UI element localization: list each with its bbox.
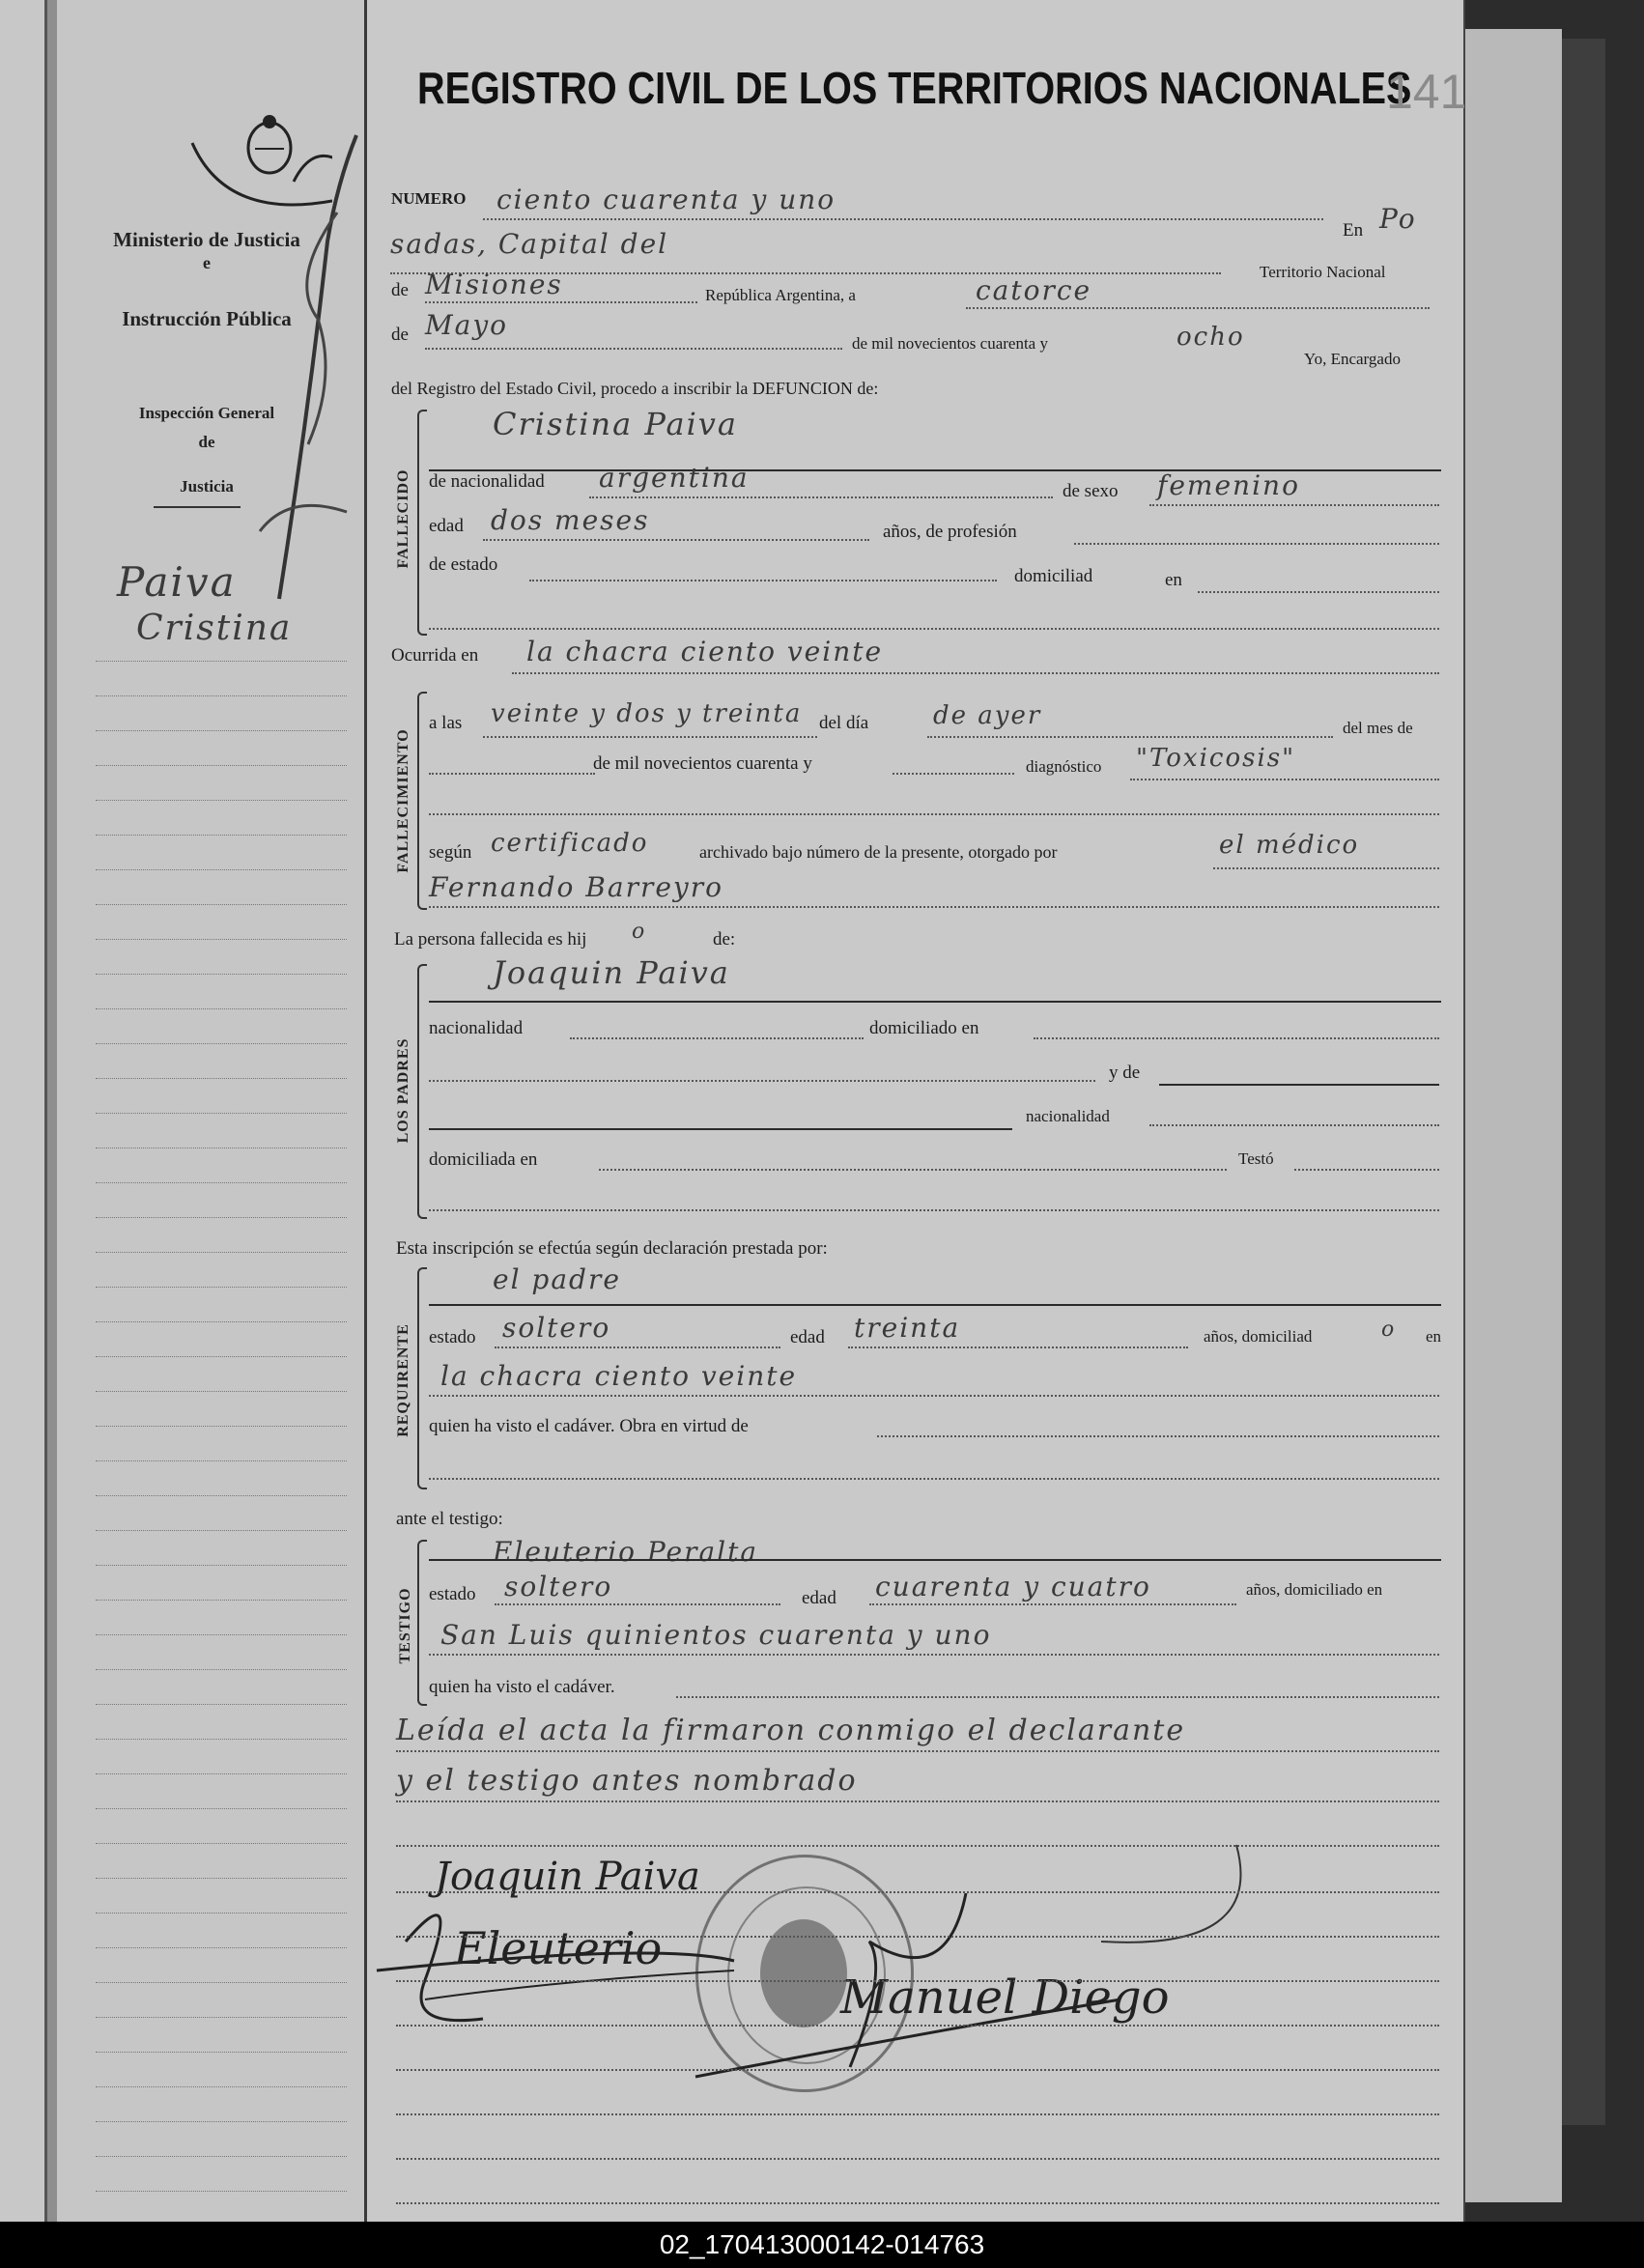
testigo-estado-line (495, 1603, 780, 1605)
requirente-section-label: REQUIRENTE (395, 1323, 411, 1437)
fallecido-edad-label: edad (429, 516, 464, 536)
margin-rule (96, 2086, 347, 2087)
margin-annotation-name: Cristina (136, 609, 293, 648)
fallecimiento-diagnostico-value: "Toxicosis" (1136, 744, 1296, 773)
margin-rule (96, 2191, 347, 2192)
inspection-line-2: de (198, 433, 215, 451)
year-value: ocho (1176, 323, 1245, 352)
margin-rule (96, 1982, 347, 1983)
en-label: En (1343, 220, 1364, 241)
closing-line-1-rule (396, 1750, 1439, 1752)
testigo-edad-line (869, 1603, 1236, 1605)
margin-rule (96, 661, 347, 662)
fallecido-domicilio-line (1198, 591, 1439, 593)
inspection-line-1: Inspección General (138, 404, 275, 422)
requirente-en-label: en (1426, 1327, 1442, 1346)
margin-scribble (250, 126, 366, 609)
fallecido-sexo-line (1149, 504, 1439, 506)
fallecido-nacionalidad-line (589, 496, 1053, 498)
fallecimiento-otorgado-line (1213, 867, 1439, 869)
fallecimiento-archivado-label: archivado bajo número de la presente, otorgado por (699, 842, 1058, 862)
margin-rule (96, 1530, 347, 1531)
padres-nacionalidad2-label: nacionalidad (1026, 1107, 1110, 1125)
fallecido-estado-label: de estado (429, 554, 498, 575)
page-right-edge (1465, 29, 1562, 2202)
padres-intro-end: de: (713, 929, 736, 950)
place-value-2: sadas, Capital del (390, 228, 669, 260)
fallecido-nacionalidad-value: argentina (599, 462, 750, 494)
testigo-brace (417, 1540, 427, 1706)
ministry-line-2: e (203, 253, 211, 272)
fallecido-nacionalidad-label: de nacionalidad (429, 471, 545, 492)
margin-rule (96, 765, 347, 766)
padres-nacionalidad-label: nacionalidad (429, 1018, 524, 1038)
margin-rule (96, 1600, 347, 1601)
fallecimiento-del-dia-label: del día (819, 713, 869, 733)
de-label: de (391, 280, 409, 300)
padres-testo-label: Testó (1238, 1149, 1274, 1168)
testigo-address: San Luis quinientos cuarenta y uno (440, 1619, 992, 1651)
fallecimiento-year-line (893, 773, 1014, 775)
fallecimiento-diagnostico-label: diagnóstico (1026, 757, 1102, 776)
fallecimiento-extra-line (429, 813, 1439, 815)
ocurrida-value: la chacra ciento veinte (526, 636, 884, 667)
padres-address-line (429, 1080, 1095, 1082)
requirente-name: el padre (493, 1263, 621, 1295)
fallecimiento-otorgado-value: el médico (1219, 831, 1360, 860)
padres-intro-suffix: o (632, 920, 647, 944)
signature-strokes (367, 1835, 1294, 2106)
margin-rule (96, 1321, 347, 1322)
requirente-edad-value: treinta (854, 1312, 961, 1344)
closing-line-1: Leída el acta la firmaron conmigo el declarante (396, 1714, 1186, 1747)
de2-label: de (391, 325, 409, 345)
margin-rule (96, 1426, 347, 1427)
margin-rule (96, 1217, 347, 1218)
signature-manuel-diego: Manuel Diego (840, 1970, 1170, 2025)
margin-rule (96, 1878, 347, 1879)
fallecido-name: Cristina Paiva (493, 406, 738, 442)
padres-y-de-label: y de (1109, 1063, 1141, 1083)
margin-rule (96, 1287, 347, 1288)
page-number: 141 (1386, 65, 1467, 119)
margin-rule (96, 695, 347, 696)
month-value: Mayo (425, 309, 509, 341)
republica-label: República Argentina, a (705, 286, 856, 304)
padres-domiciliada-label: domiciliada en (429, 1149, 538, 1170)
main-rule (396, 1936, 1439, 1938)
testigo-name: Eleuterio Peralta (493, 1536, 759, 1568)
testigo-extra-line (676, 1696, 1439, 1698)
requirente-estado-label: estado (429, 1327, 476, 1347)
requirente-extra-line (429, 1478, 1439, 1480)
binding-edge (47, 0, 57, 2222)
margin-rule (96, 2121, 347, 2122)
padres-father-name: Joaquin Paiva (493, 954, 730, 991)
fallecimiento-del-mes-label: del mes de (1343, 719, 1413, 737)
margin-rule (96, 1913, 347, 1914)
closing-line-2-rule (396, 1800, 1439, 1802)
fallecimiento-a-las-label: a las (429, 713, 463, 733)
margin-rule (96, 1356, 347, 1357)
padres-nacionalidad-line (570, 1037, 864, 1039)
fallecimiento-doctor-value: Fernando Barreyro (429, 871, 723, 903)
testigo-anos-label: años, domiciliado en (1246, 1580, 1383, 1599)
year-label: de mil novecientos cuarenta y (852, 334, 1048, 353)
margin-annotation-surname: Paiva (117, 558, 237, 606)
requirente-edad-line (848, 1347, 1188, 1348)
margin-rule (96, 1043, 347, 1044)
ministry-line-3: Instrucción Pública (122, 307, 292, 330)
page-title: REGISTRO CIVIL DE LOS TERRITORIOS NACIONALES (417, 63, 1412, 113)
margin-rule (96, 1182, 347, 1183)
margin-rule (96, 730, 347, 731)
ocurrida-label: Ocurrida en (391, 645, 479, 666)
inspection-line-3: Justicia (180, 477, 234, 496)
fallecimiento-time-line (483, 736, 817, 738)
fallecimiento-dia-line (927, 736, 1333, 738)
margin-rule (96, 1704, 347, 1705)
place-value-1: Po (1379, 203, 1417, 235)
requirente-address: la chacra ciento veinte (440, 1360, 798, 1392)
ministry-line-1: Ministerio de Justicia (113, 228, 300, 251)
fallecimiento-mil-label: de mil novecientos cuarenta y (593, 753, 812, 774)
padres-testo-line (1294, 1169, 1439, 1171)
requirente-intro-label: Esta inscripción se efectúa según declaración prestada por: (396, 1238, 828, 1259)
margin-rule (96, 1947, 347, 1948)
margin-rule (96, 2017, 347, 2018)
fallecimiento-segun-value: certificado (491, 829, 649, 858)
numero-label: NUMERO (391, 189, 467, 208)
fallecido-anos-profesion-label: años, de profesión (883, 522, 1017, 542)
ocurrida-line (512, 672, 1439, 674)
day-line (966, 307, 1430, 309)
main-rule (396, 2025, 1439, 2027)
main-rule (396, 1891, 1439, 1893)
numero-value: ciento cuarenta y uno (496, 184, 836, 215)
fallecido-domiciliad-label: domiciliad (1014, 566, 1093, 586)
fallecido-profesion-line (1074, 543, 1439, 545)
fallecido-extra-line (429, 628, 1439, 630)
testigo-estado-label: estado (429, 1584, 476, 1604)
margin-rule (96, 869, 347, 870)
requirente-estado-line (495, 1347, 780, 1348)
fallecimiento-brace (417, 692, 427, 910)
padres-domiciliada-line (599, 1169, 1227, 1171)
fallecido-section-label: FALLECIDO (395, 468, 411, 569)
fallecimiento-diagnostico-line (1130, 779, 1439, 780)
closing-line-2: y el testigo antes nombrado (396, 1764, 858, 1798)
testigo-intro-label: ante el testigo: (396, 1509, 503, 1529)
margin-rule (96, 835, 347, 836)
margin-rule (96, 2052, 347, 2053)
main-rule (396, 1980, 1439, 1982)
day-value: catorce (976, 274, 1092, 306)
margin-rule (96, 2156, 347, 2157)
fallecimiento-segun-label: según (429, 842, 472, 863)
requirente-name-line (429, 1304, 1441, 1306)
margin-rule (96, 1008, 347, 1009)
margin-rule (96, 1495, 347, 1496)
requirente-estado-value: soltero (502, 1312, 611, 1344)
yo-label: Yo, Encargado (1304, 350, 1401, 368)
inspection-divider (154, 506, 241, 508)
margin-rule (96, 1843, 347, 1844)
margin-rule (96, 1634, 347, 1635)
signature-eleuterio: Eleuterio (454, 1922, 663, 1974)
fallecido-sexo-label: de sexo (1063, 481, 1119, 501)
fallecido-brace (417, 410, 427, 636)
margin-rule (96, 1565, 347, 1566)
requirente-anos-label: años, domiciliad (1204, 1327, 1313, 1346)
territory-value: Misiones (425, 269, 563, 300)
margin-rule (96, 1773, 347, 1774)
testigo-cadaver-label: quien ha visto el cadáver. (429, 1677, 615, 1697)
padres-mother-line (1159, 1084, 1439, 1086)
fallecido-edad-value: dos meses (491, 504, 650, 536)
padres-intro-label: La persona fallecida es hij (394, 929, 587, 950)
testigo-estado-value: soltero (504, 1571, 613, 1602)
padres-domiciliado-line (1034, 1037, 1439, 1039)
book-cover-edge (1562, 39, 1605, 2125)
fallecido-edad-line (483, 539, 869, 541)
requirente-brace (417, 1267, 427, 1489)
fallecimiento-doctor-line (429, 906, 1439, 908)
margin-rule (96, 1113, 347, 1114)
margin-rule (96, 800, 347, 801)
margin-rule (96, 1460, 347, 1461)
fallecido-en-label: en (1165, 570, 1182, 590)
testigo-name-line (429, 1559, 1441, 1561)
margin-rule (96, 1252, 347, 1253)
testigo-section-label: TESTIGO (397, 1587, 413, 1664)
margin-rule (96, 1669, 347, 1670)
fallecimiento-dia-value: de ayer (933, 701, 1042, 730)
signature-joaquin-paiva: Joaquin Paiva (435, 1855, 700, 1899)
fallecimiento-mes-line (429, 773, 595, 775)
territory-line (425, 301, 697, 303)
padres-mother-line-2 (429, 1128, 1012, 1130)
fallecimiento-section-label: FALLECIMIENTO (395, 728, 411, 873)
territorio-label: Territorio Nacional (1260, 263, 1386, 281)
main-rule (396, 2113, 1439, 2115)
numero-line (483, 218, 1323, 220)
testigo-edad-label: edad (802, 1588, 836, 1608)
padres-brace (417, 964, 427, 1219)
main-rule (396, 2158, 1439, 2160)
padres-extra-line (429, 1209, 1439, 1211)
requirente-edad-label: edad (790, 1327, 825, 1347)
padres-father-line (429, 1001, 1441, 1003)
requirente-address-line (429, 1395, 1439, 1397)
main-rule (396, 2069, 1439, 2071)
margin-rule (96, 1391, 347, 1392)
requirente-virtud-line (877, 1435, 1439, 1437)
margin-column (57, 0, 367, 2222)
margin-rule (96, 904, 347, 905)
margin-rule (96, 1739, 347, 1740)
fallecido-sexo-value: femenino (1157, 469, 1300, 501)
image-id-footer: 02_170413000142-014763 (0, 2222, 1644, 2268)
padres-nacionalidad2-line (1149, 1124, 1439, 1126)
padres-domiciliado-label: domiciliado en (869, 1018, 979, 1038)
fallecido-estado-line (529, 580, 997, 581)
registro-label: del Registro del Estado Civil, procedo a inscribir la DEFUNCION de: (391, 379, 879, 398)
padres-section-label: LOS PADRES (395, 1037, 411, 1144)
margin-rule (96, 1808, 347, 1809)
margin-rule (96, 939, 347, 940)
month-line (425, 348, 842, 350)
requirente-cadaver-label: quien ha visto el cadáver. Obra en virtud de (429, 1416, 749, 1436)
margin-rule (96, 1078, 347, 1079)
margin-rule (96, 974, 347, 975)
main-rule (396, 2202, 1439, 2204)
fallecimiento-time-value: veinte y dos y treinta (491, 699, 803, 728)
previous-page-edge (0, 0, 47, 2222)
testigo-address-line (429, 1654, 1439, 1656)
requirente-domiciliad-suffix: o (1381, 1318, 1397, 1342)
testigo-edad-value: cuarenta y cuatro (875, 1571, 1151, 1602)
